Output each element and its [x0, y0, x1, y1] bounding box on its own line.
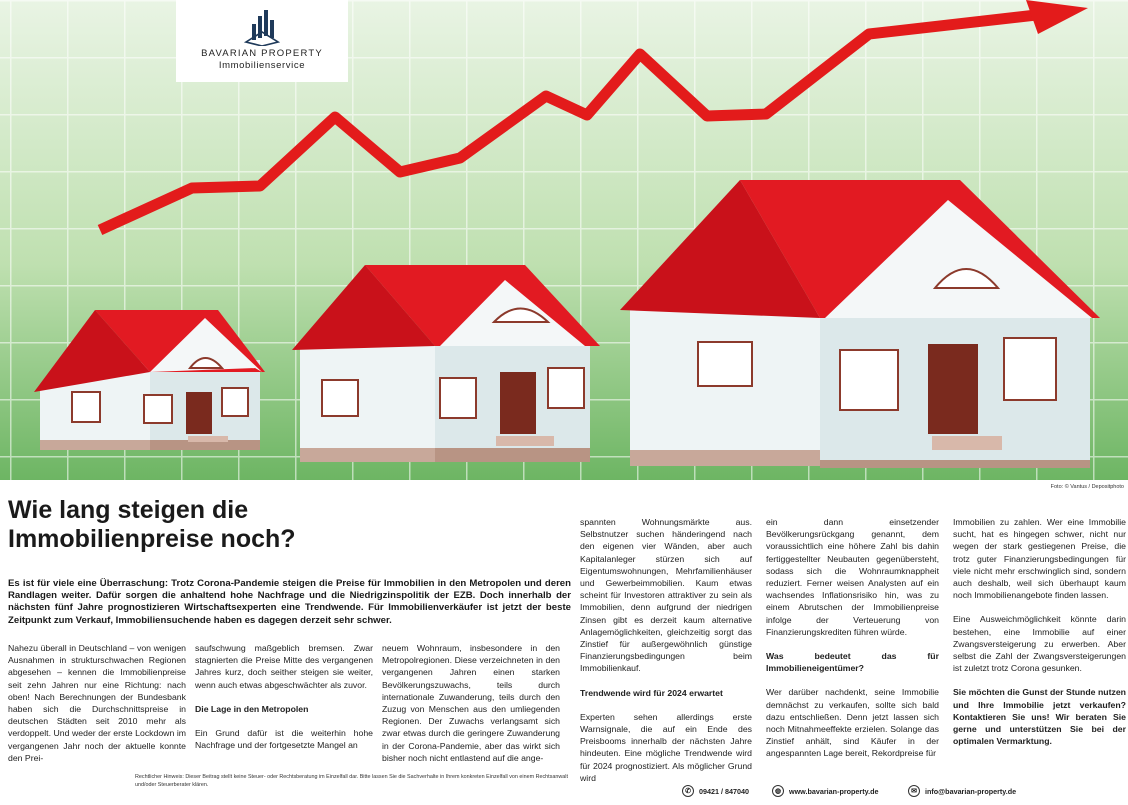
article-lead: Es ist für viele eine Überraschung: Trotz Corona-Pandemie steigen die Preise für Immobilien in den Metropolen und deren Randlagen weiter. Dafür sorgen die anhaltend hohe Nachfrage und die Niedrigzinspolitik der EZB. Doch innerhalb der nächsten fünf Jahre prognostizieren Wirtschaftsexperten eine Trendwende. Für Immobilienverkäufer ist jetzt der beste Zeitpunkt zum Verkauf, Immobiliensuchende haben es dagegen derzeit sehr schwer.: [8, 578, 571, 626]
contact-phone[interactable]: [682, 785, 749, 797]
text-column-4: [580, 516, 752, 784]
subheading: Trendwende wird für 2024 erwartet: [580, 687, 723, 698]
text-column-2: [195, 642, 373, 751]
globe-icon: ◍: [772, 785, 784, 797]
paragraph: neuem Wohnraum, insbesondere in den Metropolregionen. Diese verzeichneten in den vergangenen Jahren einen starken Bevölkerungszuwachs, teils durch internationale Zuwanderung, teils durch den Zuzug von Menschen aus den umliegenden Regionen. Der Zuwachs verlangsamt sich zwar etwas durch die geringere Zuwanderung in der Corona-Pandemie, aber das wirkt sich bisher noch nicht entlastend auf die ange-: [382, 643, 560, 763]
legal-notice: Rechtlicher Hinweis: Dieser Beitrag stellt keine Steuer- oder Rechtsberatung im Einzelfall dar. Bitte lassen Sie die Sachverhalte in Ihrem konkreten Einzelfall von einem Rechtsanwalt und/oder Steuerberater klären.: [135, 774, 568, 788]
paragraph: Wer darüber nachdenkt, seine Immobilie demnächst zu verkaufen, sollte sich bald dazu entschließen. Denn jetzt lassen sich noch Mitnahmeeffekte erzielen. Solange das Zinstief anhält, sind Käufer in der angespannten Lage bereit, Rekordpreise für: [766, 687, 939, 759]
title-line-1: Wie lang steigen die: [8, 496, 249, 524]
paragraph: Nahezu überall in Deutschland – von wenigen Ausnahmen in strukturschwachen Regionen abgesehen – kennen die Immobilienpreise seit zehn Jahren nur eine Richtung: nach oben! Nach Berechnungen der Bundesbank haben sich die Durchschnittspreise in deutschen Städten seit 2010 mehr als verdoppelt. Und weder der erste Lockdown im vergangenen Jahr noch der aktuelle konnte den Prei-: [8, 643, 186, 763]
call-to-action: Sie möchten die Gunst der Stunde nutzen und Ihre Immobilie jetzt verkaufen? Kontaktieren Sie uns! Wir beraten Sie gerne und unterstützen Sie bei der optimalen Vermarktung.: [953, 687, 1126, 747]
text-column-3: [382, 642, 560, 764]
contact-email[interactable]: [908, 785, 1016, 797]
photo-credit: Foto: © Vantus / Depositphoto: [1050, 484, 1124, 490]
phone-number: 09421 / 847040: [699, 786, 749, 796]
paragraph: Immobilien zu zahlen. Wer eine Immobilie sucht, hat es hingegen schwer, nicht nur wegen der stark gestiegenen Preise, die trotz guter Finanzierungsbedingungen für viele nicht mehr erschwinglich sind, sondern auch deshalb, weil sich überhaupt kaum noch Immobilienangebote finden lassen.: [953, 517, 1126, 601]
subheading: Die Lage in den Metropolen: [195, 703, 309, 714]
mail-icon: ✉: [908, 785, 920, 797]
logo-name: BAVARIAN PROPERTY: [201, 48, 323, 59]
company-logo: [176, 0, 348, 82]
paragraph: Ein Grund dafür ist die weiterhin hohe Nachfrage und der fortgesetzte Mangel an: [195, 728, 373, 751]
paragraph: ein dann einsetzender Bevölkerungsrückgang genannt, dem voraussichtlich eine höhere Zahl bis dahin fertiggestellter Neubauten gegenübersteht, sodass sich die Wohnraumknappheit reduziert. Ferner weisen Analysten auf ein wachsendes Inflationsrisiko hin, was zu einem Abrutschen der Immobilienpreise infolge der Verteuerung von Finanzierungskrediten führen würde.: [766, 517, 939, 637]
logo-subtitle: Immobilienservice: [218, 60, 306, 71]
article-title: [8, 496, 408, 554]
paragraph: spannten Wohnungsmärkte aus. Selbstnutzer suchen händeringend nach den eigenen vier Wänden, aber auch Kapitalanleger stürzen sich auf Eigentumswohnungen, Mehrfamilienhäuser und Gewerbeimmobilien. Kaum etwas scheint für Investoren attraktiver zu sein als Immobilien, denn aufgrund der niedrigen Zinsen gibt es derzeit kaum alternative Anlagemöglichkeiten, gleichzeitig sorgt das Zinstief für außergewöhnlich günstige Finanzierungsbedingungen beim Immobilienkauf.: [580, 517, 752, 674]
subheading: Was bedeutet das für Immobilieneigentümer?: [766, 651, 939, 674]
title-line-2: Immobilienpreise noch?: [8, 525, 296, 553]
text-column-6: [953, 516, 1126, 747]
paragraph: Experten sehen allerdings erste Warnsignale, die auf ein Ende des Preisbooms innerhalb der nächsten Jahre hindeuten. Eine mögliche Trendwende wird für 2024 prognostiziert. Als möglicher Grund wird: [580, 711, 752, 783]
phone-icon: ✆: [682, 785, 694, 797]
paragraph: Eine Ausweichmöglichkeit könnte darin bestehen, eine Immobilie auf einer Zwangsversteigerung zu erwerben. Aber selbst die Zahl der Zwangsversteigerungen ist zuletzt trotz Corona gesunken.: [953, 614, 1126, 674]
contact-website[interactable]: [772, 785, 878, 797]
building-chart-icon: [244, 8, 280, 46]
website-url: www.bavarian-property.de: [789, 786, 879, 796]
text-column-1: [8, 642, 186, 764]
paragraph: saufschwung maßgeblich bremsen. Zwar stagnierten die Preise Mitte des vergangenen Jahres kurz, doch seither steigen sie weiter, wenn auch etwas abgeschwächter als zuvor.: [195, 643, 373, 690]
text-column-5: [766, 516, 939, 760]
email-address: info@bavarian-property.de: [925, 786, 1017, 796]
